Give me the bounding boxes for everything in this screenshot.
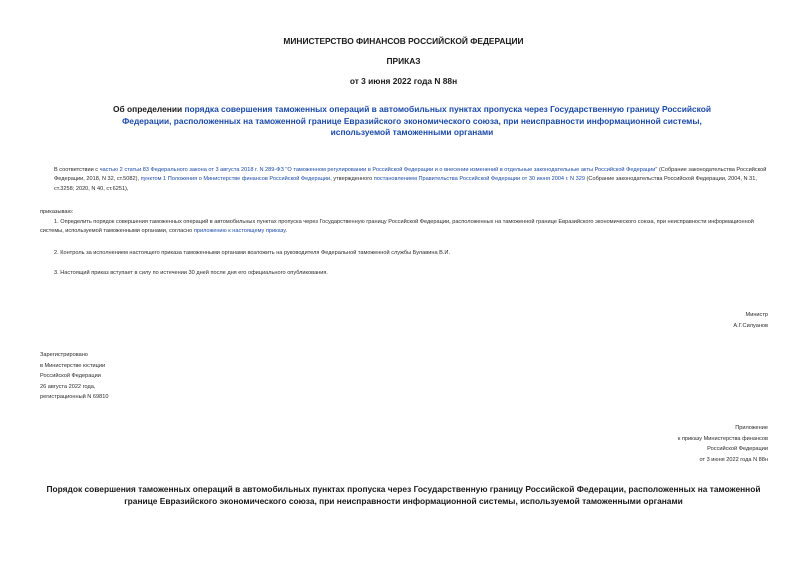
document-title (92, 104, 732, 139)
signature-block (600, 310, 768, 331)
ministry-name: МИНИСТЕРСТВО ФИНАНСОВ РОССИЙСКОЙ ФЕДЕРАЦИИ (283, 36, 524, 46)
registration-line: Российской Федерации (40, 373, 101, 380)
appendix-line: Приложение (735, 425, 768, 431)
document-type: ПРИКАЗ (386, 56, 421, 66)
document-title-prefix: Об определении (113, 104, 185, 114)
appendix-link[interactable]: приложению к настоящему приказу (193, 228, 286, 235)
appendix-line: от 3 июня 2022 года N 88н (699, 456, 768, 463)
registration-block (40, 350, 240, 403)
order-item-1-text: 1. Определить порядок совершения таможенных операций в автомобильных пунктах пропуска через Государственную границу Российской Федерации, расположенных на таможенной границе Евразийского экономического союза, при неисправности информационной системы, используемой таможенными органами, согласно (40, 219, 754, 235)
order-word: приказываю: (40, 209, 74, 215)
preamble-text-3: , утвержденного (330, 176, 374, 183)
signature-position: Министр (745, 312, 768, 318)
preamble-link-regulation[interactable]: пунктом 1 Положения о Министерстве финансов Российской Федерации (140, 176, 331, 183)
preamble-text-1: В соответствии с (54, 167, 100, 173)
document-date: от 3 июня 2022 года N 88н (349, 76, 458, 86)
document-title-link[interactable]: порядка совершения таможенных операций в автомобильных пунктах пропуска через Государственную границу Российской Федерации, расположенных на таможенной границе Евразийского экономического союза, при неисправности информационной системы, используемой таможенными органами (122, 104, 711, 138)
registration-line: регистрационный N 69810 (40, 394, 109, 401)
order-item-3: 3. Настоящий приказ вступает в силу по истечении 30 дней после дня его официального опубликования. (54, 270, 328, 276)
registration-line: в Министерстве юстиции (40, 362, 106, 369)
order-item-2: 2. Контроль за исполнением настоящего приказа таможенными органами возложить на руководителя Федеральной таможенной службы Булавина В.И. (54, 250, 451, 256)
appendix-line: Российской Федерации (707, 446, 768, 453)
preamble-text-2: (Собрание законодательства Российской Федерации, 2018, N 32, ст.5082), (54, 167, 767, 183)
appendix-block (560, 423, 768, 465)
appendix-title: Порядок совершения таможенных операций в автомобильных пунктах пропуска через Государственную границу Российской Федерации, расположенных на таможенной границе Евразийского экономического союза, при неисправности информационной системы, используемой таможенными органами (46, 484, 761, 506)
registration-line: Зарегистрировано (40, 352, 88, 358)
preamble-link-resolution[interactable]: постановлением Правительства Российской Федерации от 30 июня 2004 г. N 329 (373, 176, 585, 183)
order-item-1-end: . (285, 228, 288, 235)
signature-name: А.Г.Силуанов (733, 322, 768, 329)
preamble-link-federal-law[interactable]: частью 2 статьи 83 Федерального закона от 3 августа 2018 г. N 289-ФЗ "О таможенном регулировании в Российской Федерации и о внесении изменений в отдельные законодательные акты Российской Федерации" (99, 167, 658, 173)
appendix-line: к приказу Министерства финансов (677, 435, 768, 442)
order-item-1 (40, 218, 770, 237)
registration-line: 26 августа 2022 года, (40, 383, 96, 390)
preamble-text-4: (Собрание законодательства Российской Федерации, 2004, N 31, ст.3258; 2020, N 40, ст.6251), (54, 176, 757, 192)
preamble-paragraph (54, 166, 770, 194)
